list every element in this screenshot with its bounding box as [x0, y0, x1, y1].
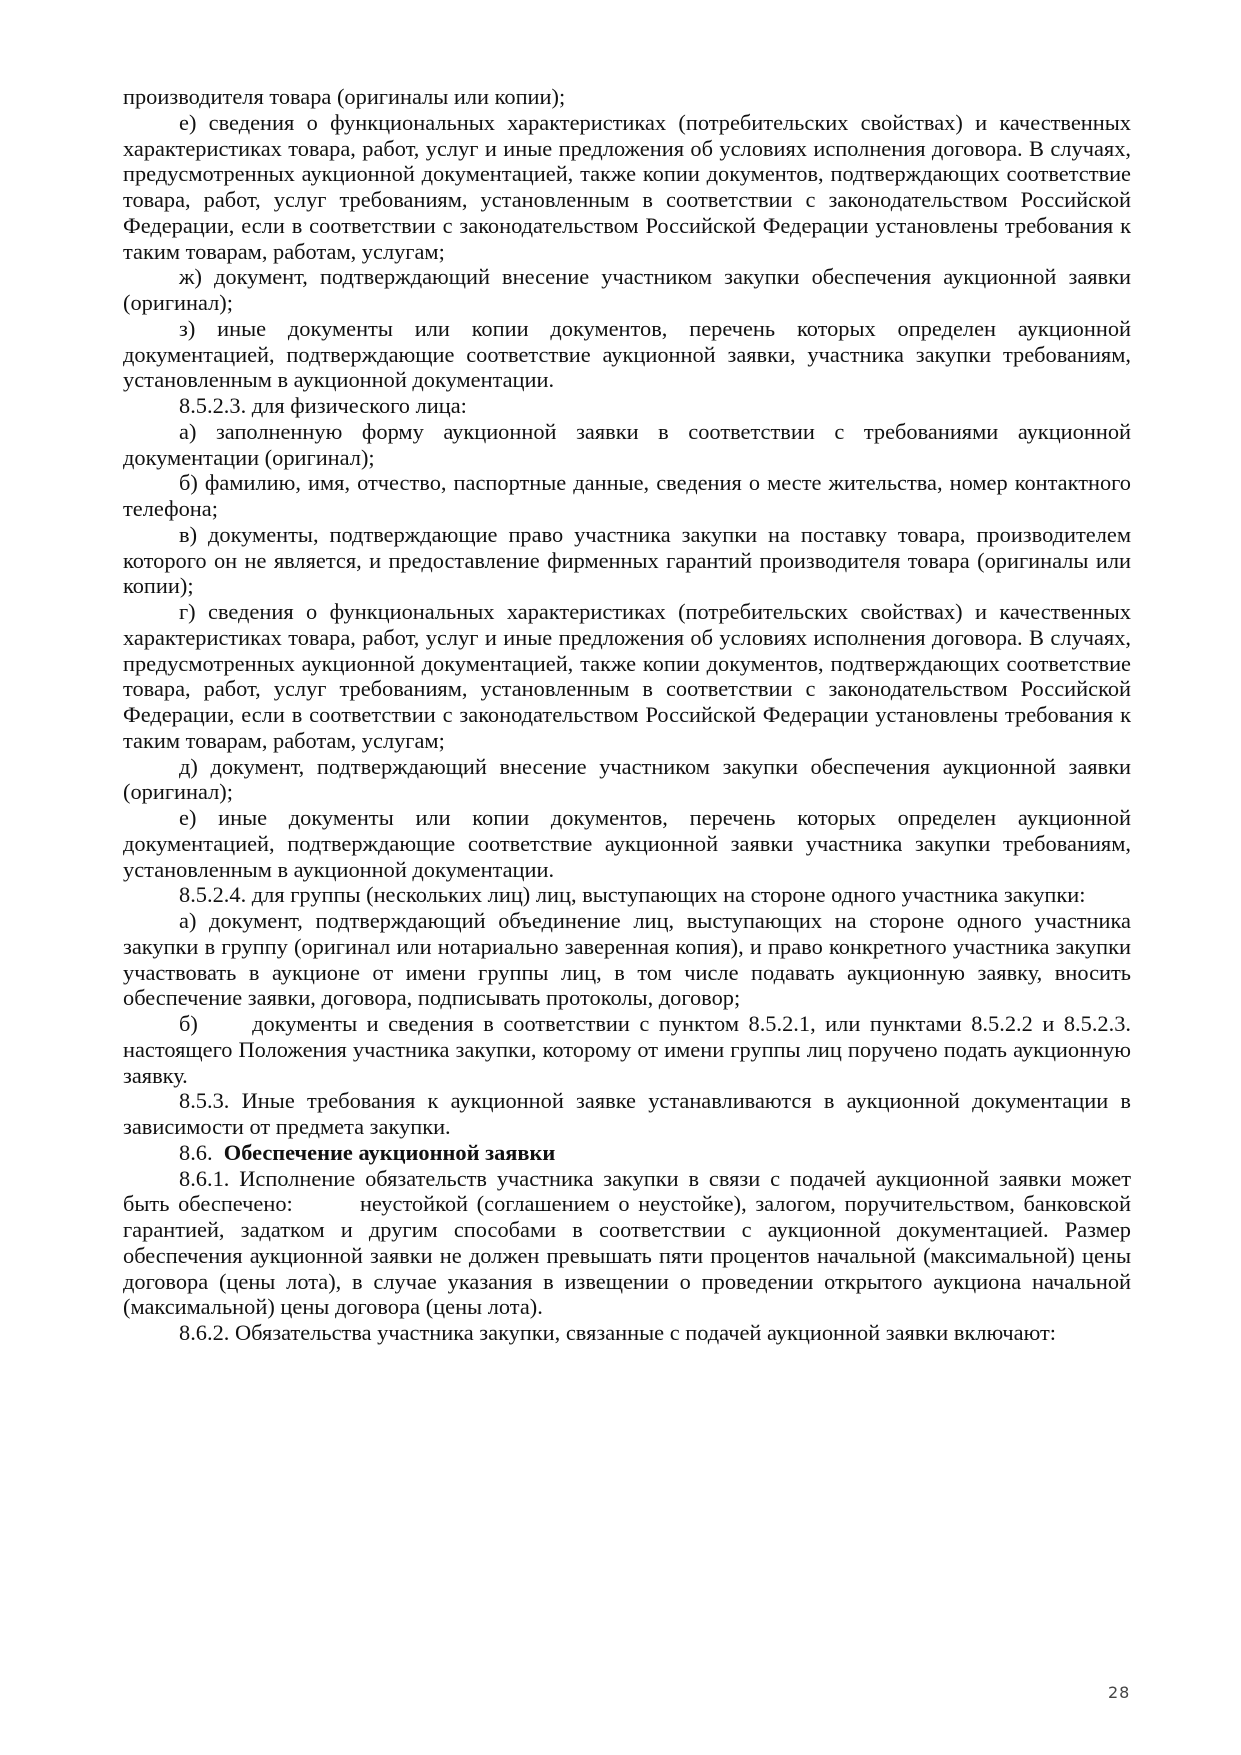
paragraph: а) заполненную форму аукционной заявки в соответствии с требованиями аукционной документации (оригинал);	[123, 418, 1131, 470]
paragraph: 8.6.1. Исполнение обязательств участника закупки в связи с подачей аукционной заявки может быть обеспечено: неустойкой (соглашением о неустойке), залогом, поручительством, банковской гарантией, задатком и другим способами в соответствии с аукционной документацией. Размер обеспечения аукционной заявки не должен превышать пяти процентов начальной (максимальной) цены договора (цены лота), в случае указания в извещении о проведении открытого аукциона начальной (максимальной) цены договора (цены лота).	[123, 1165, 1131, 1320]
paragraph: в) документы, подтверждающие право участника закупки на поставку товара, производителем которого он не является, и предоставление фирменных гарантий производителя товара (оригиналы или копии);	[123, 521, 1131, 599]
paragraph: е) иные документы или копии документов, перечень которых определен аукционной документацией, подтверждающие соответствие аукционной заявки участника закупки требованиям, установленным в аукционной документации.	[123, 805, 1131, 882]
paragraph: производителя товара (оригиналы или копии);	[123, 84, 566, 109]
paragraph: 8.5.3. Иные требования к аукционной заявке устанавливаются в аукционной документации в зависимости от предмета закупки.	[123, 1088, 1131, 1139]
paragraph: 8.6.2. Обязательства участника закупки, связанные с подачей аукционной заявки включают:	[179, 1320, 1057, 1345]
paragraph: е) сведения о функциональных характеристиках (потребительских свойствах) и качественных характеристиках товара, работ, услуг и иные предложения об условиях исполнения договора. В случаях, предусмотренных аукционной документацией, также копии документов, подтверждающих соответствие товара, работ, услуг требованиям, установленным в соответствии с законодательством Российской Федерации, если в соответствии с законодательством Российской Федерации установлены требования к таким товарам, работам, услугам;	[123, 109, 1131, 264]
paragraph: з) иные документы или копии документов, перечень которых определен аукционной документацией, подтверждающие соответствие аукционной заявки, участника закупки требованиям, установленным в аукционной документации.	[123, 315, 1131, 393]
section-heading-number: 8.6.	[179, 1139, 213, 1165]
paragraph: г) сведения о функциональных характеристиках (потребительских свойствах) и качественных характеристиках товара, работ, услуг и иные предложения об условиях исполнения договора. В случаях, предусмотренных аукционной документацией, также копии документов, подтверждающих соответствие товара, работ, услуг требованиям, установленным в соответствии с законодательством Российской Федерации, если в соответствии с законодательством Российской Федерации установлены требования к таким товарам, работам, услугам;	[123, 599, 1131, 753]
paragraph: 8.5.2.3. для физического лица:	[179, 393, 467, 418]
paragraph: б) фамилию, имя, отчество, паспортные данные, сведения о месте жительства, номер контактного телефона;	[123, 470, 1131, 521]
paragraph: 8.5.2.4. для группы (нескольких лиц) лиц, выступающих на стороне одного участника закупки:	[179, 882, 1086, 908]
paragraph: д) документ, подтверждающий внесение участником закупки обеспечения аукционной заявки (оригинал);	[123, 753, 1131, 805]
paragraph: а) документ, подтверждающий объединение лиц, выступающих на стороне одного участника закупки в группу (оригинал или нотариально заверенная копия), и право конкретного участника закупки участвовать в аукционе от имени группы лиц, в том числе подавать аукционную заявку, вносить обеспечение заявки, договора, подписывать протоколы, договор;	[123, 908, 1131, 1011]
page-number: 28	[1108, 1683, 1131, 1702]
paragraph: ж) документ, подтверждающий внесение участником закупки обеспечения аукционной заявки (оригинал);	[123, 264, 1131, 315]
paragraph: б) документы и сведения в соответствии с пунктом 8.5.2.1, или пунктами 8.5.2.2 и 8.5.2.3. настоящего Положения участника закупки, которому от имени группы лиц поручено подать аукционную заявку.	[123, 1011, 1131, 1088]
section-heading	[123, 1140, 1131, 1166]
section-heading-title: Обеспечение аукционной заявки	[223, 1139, 556, 1165]
document-page	[123, 84, 1131, 1346]
